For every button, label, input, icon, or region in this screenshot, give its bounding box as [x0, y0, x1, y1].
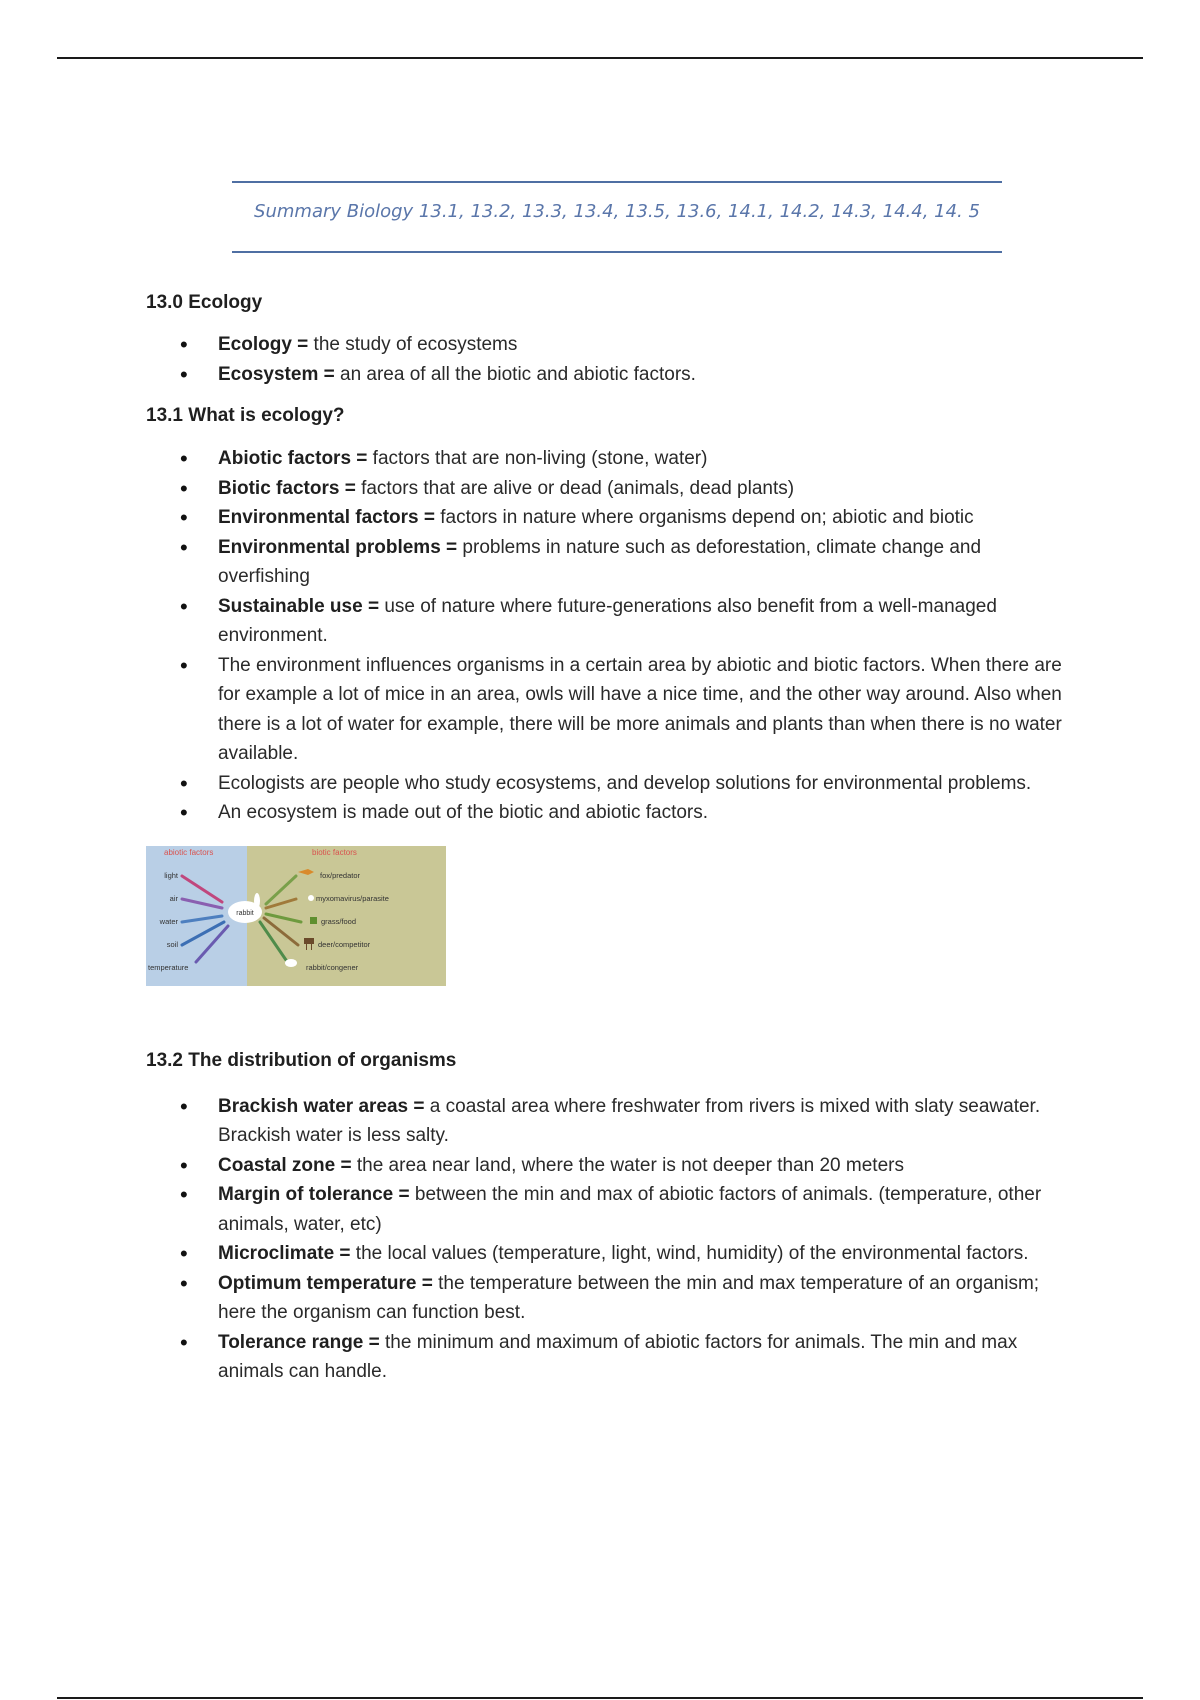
list-item [146, 1269, 1076, 1328]
term: Optimum temperature = [218, 1272, 433, 1294]
list-item [146, 1180, 1076, 1239]
definition: factors in nature where organisms depend on; abiotic and biotic [434, 507, 974, 528]
biotic-label-competitor: deer/competitor [318, 939, 371, 949]
biotic-heading: biotic factors [312, 847, 357, 857]
term: Ecology = [218, 334, 309, 355]
definition: an area of all the biotic and abiotic factors. [334, 363, 696, 385]
term: Ecosystem = [218, 363, 335, 385]
ecosystem-factors-diagram [146, 846, 446, 986]
list-item [146, 1092, 1076, 1151]
center-label: rabbit [236, 909, 254, 917]
ecology-list [146, 330, 1076, 389]
abiotic-label-soil: soil [166, 939, 178, 949]
list-item [146, 1239, 1076, 1269]
list-item [146, 474, 1076, 504]
list-item [146, 592, 1076, 651]
section-heading-ecology: 13.0 Ecology [146, 292, 263, 313]
rabbit-ear-icon [254, 893, 260, 909]
list-item-text: Ecologists are people who study ecosystems, and develop solutions for environmental problems. [218, 772, 1032, 794]
definition: problems in nature such as deforestation, climate change and overfishing [218, 536, 982, 587]
abiotic-arrow-soil [182, 922, 224, 945]
page-top-rule [57, 57, 1143, 59]
document-body [146, 290, 1076, 1387]
abiotic-arrow-water [182, 916, 222, 922]
list-item [146, 444, 1076, 474]
biotic-arrow-congener [260, 922, 286, 960]
list-item [146, 330, 1076, 360]
abiotic-label-temperature: temperature [148, 962, 189, 972]
term: Environmental problems = [218, 536, 458, 558]
definition: a coastal area where freshwater from rivers is mixed with slaty seawater. Brackish water is less salty. [218, 1095, 1041, 1146]
definition: between the min and max of abiotic factors of animals. (temperature, other animals, water, etc) [218, 1184, 1042, 1235]
virus-icon [308, 895, 314, 901]
list-item [146, 798, 1076, 828]
term: Brackish water areas = [218, 1095, 425, 1117]
title-bottom-rule [232, 251, 1002, 253]
biotic-arrow-food [266, 914, 301, 922]
grass-icon [310, 917, 317, 924]
term: Coastal zone = [218, 1154, 352, 1176]
definition: factors that are alive or dead (animals, dead plants) [355, 477, 795, 499]
term: Biotic factors = [218, 477, 356, 499]
abiotic-label-light: light [164, 870, 178, 880]
definition: use of nature where future-generations also benefit from a well-managed environment. [218, 595, 997, 646]
definition: the study of ecosystems [308, 334, 518, 355]
biotic-label-parasite: myxomavirus/parasite [316, 893, 389, 903]
list-item [146, 651, 1076, 769]
list-item-text: An ecosystem is made out of the biotic and abiotic factors. [218, 802, 709, 823]
page-bottom-rule [57, 1697, 1143, 1699]
title-top-rule [232, 181, 1002, 183]
section-heading-what-is-ecology: 13.1 What is ecology? [146, 405, 345, 426]
term: Sustainable use = [218, 595, 380, 617]
list-item [146, 503, 1076, 533]
list-item [146, 1151, 1076, 1181]
distribution-list [146, 1092, 1076, 1387]
term: Margin of tolerance = [218, 1184, 410, 1205]
abiotic-arrow-light [182, 876, 222, 902]
term: Tolerance range = [218, 1331, 380, 1353]
biotic-label-congener: rabbit/congener [306, 962, 359, 972]
definition: the temperature between the min and max temperature of an organism; here the organism can function best. [218, 1272, 1040, 1323]
list-item [146, 1328, 1076, 1387]
term: Environmental factors = [218, 507, 435, 528]
biotic-arrow-competitor [264, 918, 298, 945]
diagram-graphics [146, 846, 446, 986]
abiotic-arrow-temperature [196, 926, 228, 962]
abiotic-arrow-air [182, 899, 222, 908]
definition: the local values (temperature, light, wind, humidity) of the environmental factors. [350, 1243, 1029, 1264]
list-item [146, 769, 1076, 799]
small-rabbit-icon [285, 959, 297, 967]
what-is-ecology-list [146, 444, 1076, 828]
list-item-text: The environment influences organisms in a certain area by abiotic and biotic factors. When there are for example a lot of mice in an area, owls will have a nice time, and the other way around. Also when there is a lot of water for example, there will be more animals and plants than when there is no water available. [218, 654, 1062, 764]
document-title-block [232, 181, 1002, 251]
definition: the minimum and maximum of abiotic factors for animals. The min and max animals can handle. [218, 1331, 1018, 1382]
term: Abiotic factors = [218, 448, 368, 469]
deer-icon [304, 938, 314, 950]
abiotic-label-water: water [159, 916, 178, 926]
biotic-label-food: grass/food [321, 916, 357, 926]
fox-icon [298, 869, 314, 875]
section-heading-distribution: 13.2 The distribution of organisms [146, 1049, 457, 1071]
list-item [146, 533, 1076, 592]
list-item [146, 360, 1076, 390]
term: Microclimate = [218, 1243, 351, 1264]
definition: factors that are non-living (stone, water) [367, 448, 708, 469]
biotic-label-predator: fox/predator [320, 870, 361, 880]
abiotic-heading: abiotic factors [164, 847, 214, 857]
document-title: Summary Biology 13.1, 13.2, 13.3, 13.4, 13.5, 13.6, 14.1, 14.2, 14.3, 14.4, 14. 5 [254, 201, 980, 222]
definition: the area near land, where the water is not deeper than 20 meters [351, 1154, 904, 1176]
abiotic-label-air: air [169, 893, 178, 903]
